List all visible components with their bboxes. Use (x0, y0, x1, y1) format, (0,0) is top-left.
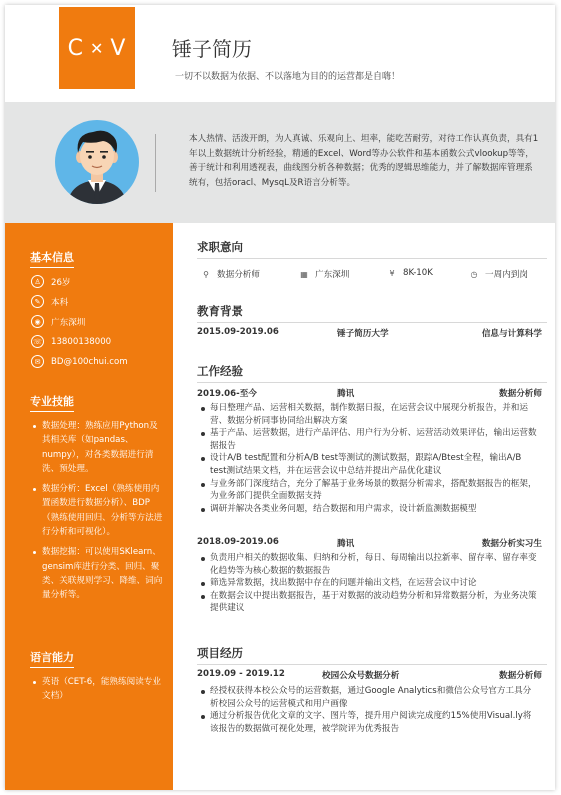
work-duty: 与业务部门深度结合，充分了解基于业务场景的数据分析需求，搭配数据报告的框架，为业务部门提供全面数据支持 (199, 478, 539, 503)
skill-item: 数据分析：Excel（熟练使用内置函数进行数据分析）、BDP（熟练使用回归、分析等方法进行分析和可视化）。 (31, 482, 163, 539)
info-email[interactable] (31, 355, 128, 368)
phone-icon: ☏ (31, 335, 44, 348)
work-heading: 工作经验 (197, 364, 243, 378)
job-intention-heading: 求职意向 (197, 240, 243, 254)
info-location (31, 315, 85, 328)
info-age-text: 26岁 (51, 277, 71, 288)
work-duty: 每日整理产品、运营相关数据，制作数据日报，在运营会议中展现分析报告，并和运营、数据分析同事协同给出解决方案 (199, 402, 539, 427)
time-icon: ◷ (470, 269, 478, 279)
work-role: 数据分析实习生 (481, 539, 542, 549)
work-role: 数据分析师 (499, 389, 542, 399)
summary-band (5, 102, 555, 223)
project-detail: 经授权获得本校公众号的运营数据，通过Google Analytics和微信公众号官方工具分析校园公众号的运营模式和用户画像 (199, 685, 539, 710)
resume-page (5, 5, 555, 790)
avatar (55, 120, 139, 204)
project-detail: 通过分析报告优化文章的文字、图片等，提升用户阅读完成度约15%使用Visual.ly将该报告的数据做可视化处理，被学院评为优秀报告 (199, 710, 539, 735)
cv-logo (59, 7, 135, 89)
info-location-text: 广东深圳 (51, 317, 86, 328)
logo-letter-v: V (110, 35, 127, 61)
education-major: 信息与计算科学 (481, 329, 542, 339)
info-phone-text: 13800138000 (51, 336, 112, 347)
job-salary (387, 268, 433, 278)
email-icon: ✉ (31, 355, 44, 368)
work-company: 腾讯 (337, 539, 355, 549)
job-position-text: 数据分析师 (217, 270, 260, 280)
work-duty: 筛选异常数据，找出数据中存在的问题并输出文档，在运营会议中讨论 (199, 577, 539, 590)
job-intention-divider (197, 258, 547, 259)
education-date: 2015.09-2019.06 (197, 327, 279, 337)
resume-motto: 一切不以数据为依据、不以落地为目的的运营都是自嗨！ (175, 72, 401, 82)
language-item: 英语（CET-6，能熟练阅读专业文档） (31, 675, 163, 704)
education-divider (197, 322, 547, 323)
job-city-text: 广东深圳 (315, 270, 350, 280)
info-phone (31, 335, 111, 348)
work-duty: 基于产品、运营数据，进行产品评估、用户行为分析、运营活动效果评估，输出运营数据报告 (199, 427, 539, 452)
sidebar (5, 223, 173, 790)
work-duty: 调研并解决各类业务问题，结合数据和用户需求，设计新监测数据模型 (199, 503, 539, 516)
education-icon: ✎ (31, 295, 44, 308)
project-details-list (199, 685, 539, 735)
logo-separator-icon: ✕ (89, 38, 105, 58)
education-school: 锤子简历大学 (337, 329, 389, 339)
resume-title: 锤子简历 (172, 37, 252, 61)
skill-item: 数据挖掘：可以使用SKlearn、gensim库进行分类、回归、聚类、关联规则学习、降维、词向量分析等。 (31, 545, 163, 602)
intern-duties-list (199, 552, 539, 615)
job-availability (469, 268, 528, 280)
job-city (299, 268, 349, 280)
salary-icon: ¥ (389, 268, 395, 278)
project-name: 校园公众号数据分析 (322, 671, 400, 681)
work-divider (197, 382, 547, 383)
self-introduction: 本人热情、活泼开朗，为人真诚、乐观向上、坦率，能吃苦耐劳，对待工作认真负责，具有1年以上数据统计分析经验，精通的Excel、Word等办公软件和基本函数公式vlookup等等，善于统计和利用透视表，曲线图分析各种数据；优秀的逻辑思维能力，并了解数据库管理系统有，包括oracl、MysqL及R语言分析等。 (189, 134, 539, 188)
job-salary-text: 8K-10K (403, 268, 433, 278)
skill-item: 数据处理：熟练应用Python及其相关库（如pandas、numpy），对各类数据进行清洗、预处理。 (31, 419, 163, 476)
info-email-text[interactable]: BD@100chui.com (51, 356, 128, 367)
skills-heading: 专业技能 (30, 393, 74, 412)
work-duty: 在数据会议中提出数据报告，基于对数据的波动趋势分析和异常数据分析，为业务决策提供建议 (199, 590, 539, 615)
info-education-text: 本科 (51, 297, 69, 308)
project-date: 2019.09 - 2019.12 (197, 669, 285, 679)
basic-info-heading: 基本信息 (30, 249, 74, 268)
job-availability-text: 一周内到岗 (485, 270, 528, 280)
info-education (31, 295, 68, 308)
logo-letter-c: C (67, 35, 84, 61)
city-icon: ▦ (300, 269, 308, 279)
location-icon: ◉ (31, 315, 44, 328)
work-date: 2019.06-至今 (197, 389, 257, 399)
project-heading: 项目经历 (197, 646, 243, 660)
education-heading: 教育背景 (197, 304, 243, 318)
info-age (31, 275, 71, 288)
work-date: 2018.09-2019.06 (197, 537, 279, 547)
summary-divider (155, 134, 156, 192)
work-duty: 负责用户相关的数据收集、归纳和分析，每日、每周输出以拉新率、留存率、留存率变化趋势等为核心数据的数据报告 (199, 552, 539, 577)
project-divider (197, 664, 547, 665)
work-duty: 设计A/B test配置和分析A/B test等测试的测试数据，跟踪A/Btest全程，输出A/B test测试结果文档，并在运营会议中总结并提出产品优化建议 (199, 452, 539, 477)
language-list (31, 675, 163, 704)
project-role: 数据分析师 (499, 671, 542, 681)
main-content (173, 223, 555, 790)
work-company: 腾讯 (337, 389, 355, 399)
skills-list (31, 419, 163, 603)
job-position (201, 268, 260, 280)
language-heading: 语言能力 (30, 649, 74, 668)
position-icon: ⚲ (203, 269, 209, 279)
avatar-portrait-icon (55, 120, 139, 204)
age-icon: ♙ (31, 275, 44, 288)
work-duties-list (199, 402, 539, 515)
